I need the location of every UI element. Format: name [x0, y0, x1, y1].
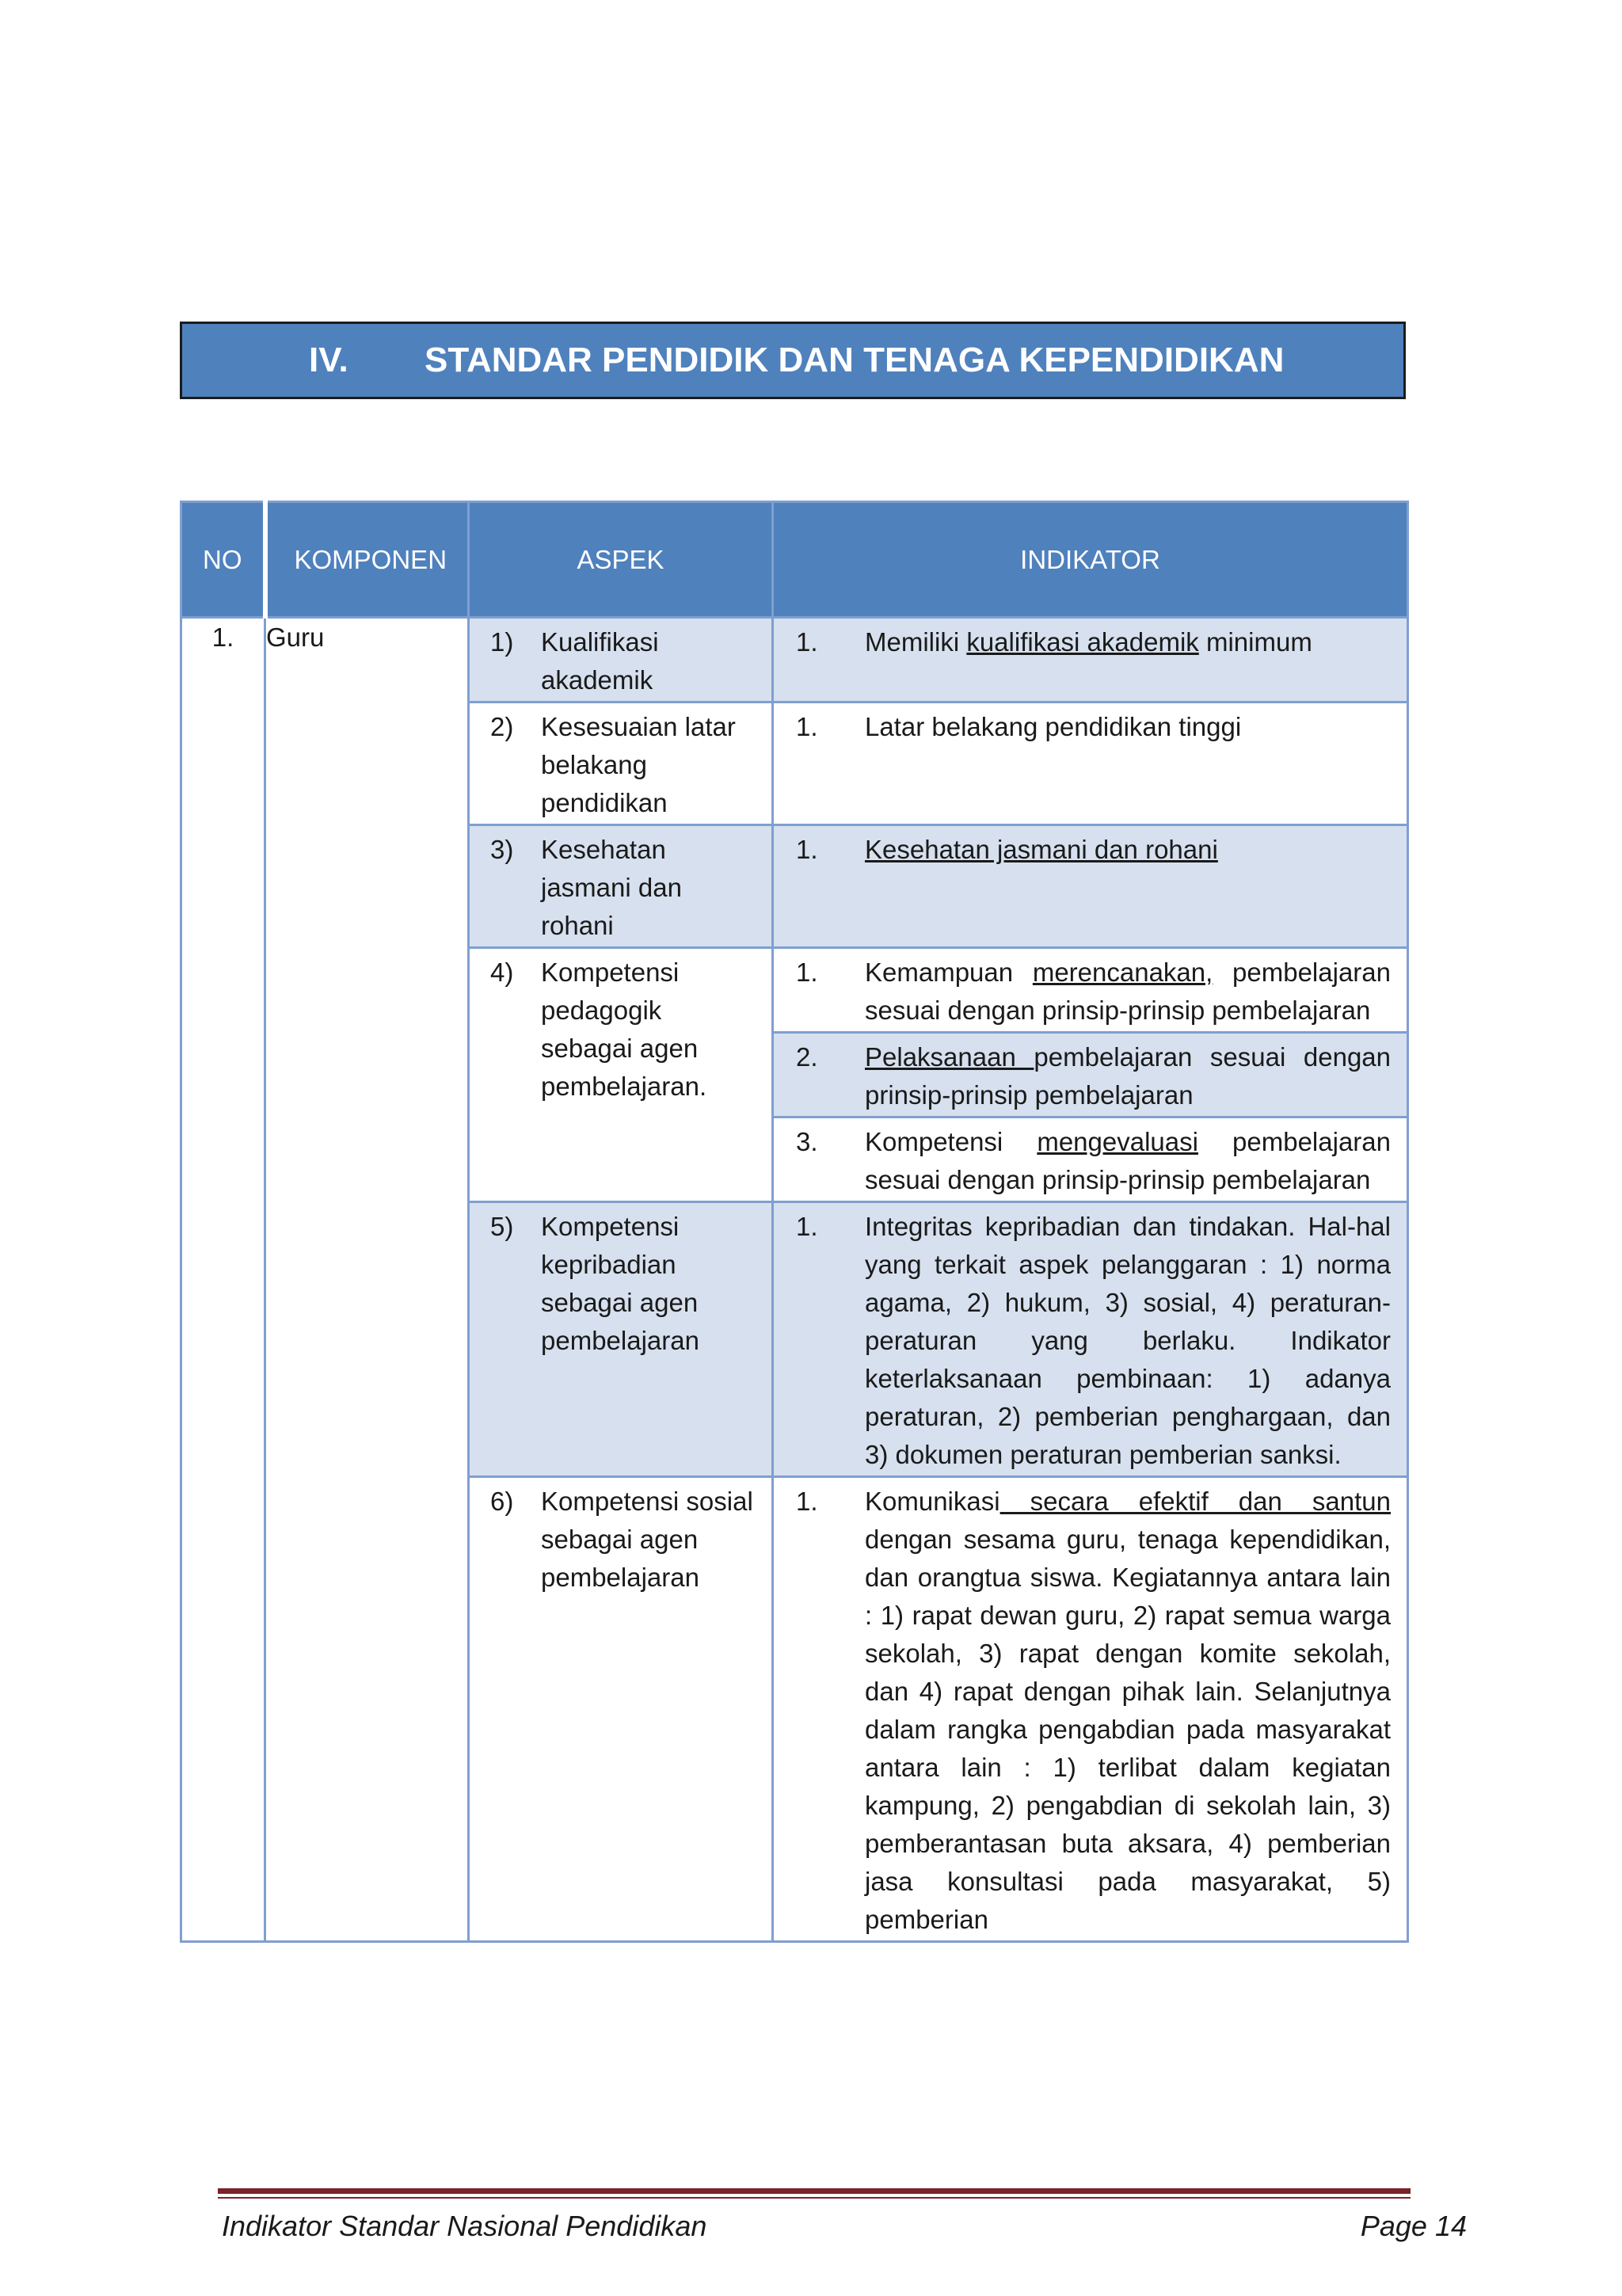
aspek-label: Kesehatan jasmani dan rohani	[541, 835, 682, 940]
indikator-number: 3.	[796, 1127, 818, 1156]
header-komponen: KOMPONEN	[265, 502, 469, 618]
indikator-cell	[773, 618, 1408, 703]
aspek-label: Kompetensi sosial sebagai agen pembelajaran	[541, 1487, 753, 1592]
footer-page-number: Page 14	[1360, 2210, 1467, 2242]
indikator-cell	[773, 1202, 1408, 1477]
indikator-text: Pelaksanaan pembelajaran sesuai dengan prinsip-prinsip pembelajaran	[865, 1042, 1392, 1110]
aspek-cell	[469, 1202, 773, 1477]
footer-document-title: Indikator Standar Nasional Pendidikan	[222, 2210, 707, 2242]
indikator-number: 1.	[796, 1212, 818, 1241]
section-number: IV.	[309, 341, 348, 379]
indikator-number: 1.	[796, 835, 818, 864]
indikator-text: Kompetensi mengevaluasi pembelajaran sesuai dengan prinsip-prinsip pembelajaran	[865, 1127, 1392, 1194]
indikator-text: Integritas kepribadian dan tindakan. Hal-hal yang terkait aspek pelanggaran : 1) norma agama, 2) hukum, 3) sosial, 4) peraturan-peraturan yang berlaku. Indikator keterlaksanaan pembinaan: 1) adanya peraturan, 2) pemberian penghargaan, dan 3) dokumen peraturan pemberian sanksi.	[865, 1212, 1391, 1469]
indikator-number: 1.	[796, 627, 818, 657]
aspek-label: Kompetensi pedagogik sebagai agen pembelajaran.	[541, 958, 707, 1101]
aspek-label: Kualifikasi akademik	[541, 627, 659, 695]
indikator-cell	[773, 703, 1408, 825]
indikator-text: Memiliki kualifikasi akademik minimum	[865, 627, 1312, 657]
aspek-number: 5)	[490, 1212, 514, 1241]
indikator-number: 1.	[796, 712, 818, 741]
indikator-cell	[773, 1033, 1408, 1118]
aspek-number: 2)	[490, 712, 514, 741]
header-indikator: INDIKATOR	[773, 502, 1408, 618]
aspek-cell	[469, 948, 773, 1202]
indikator-number: 1.	[796, 958, 818, 987]
aspek-cell	[469, 703, 773, 825]
aspek-number: 4)	[490, 958, 514, 987]
standards-table	[180, 501, 1409, 1943]
indikator-text: Komunikasi secara efektif dan santun dengan sesama guru, tenaga kependidikan, dan orangtua siswa. Kegiatannya antara lain : 1) rapat dewan guru, 2) rapat semua warga sekolah, 3) rapat dengan komite sekolah, dan 4) rapat dengan pihak lain. Selanjutnya dalam rangka pengabdian pada masyarakat antara lain : 1) terlibat dalam kegiatan kampung, 2) pengabdian di sekolah lain, 3) pemberantasan buta aksara, 4) pemberian jasa konsultasi pada masyarakat, 5) pemberian	[865, 1487, 1391, 1934]
aspek-label: Kesesuaian latar belakang pendidikan	[541, 712, 736, 817]
indikator-number: 2.	[796, 1042, 818, 1072]
header-aspek: ASPEK	[469, 502, 773, 618]
footer-rule	[218, 2188, 1411, 2194]
indikator-text: Latar belakang pendidikan tinggi	[865, 712, 1242, 741]
aspek-label: Kompetensi kepribadian sebagai agen pembelajaran	[541, 1212, 699, 1355]
header-no: NO	[181, 502, 265, 618]
section-title: STANDAR PENDIDIK DAN TENAGA KEPENDIDIKAN	[425, 341, 1285, 379]
aspek-number: 6)	[490, 1487, 514, 1516]
aspek-number: 1)	[490, 627, 514, 657]
komponen-cell: Guru	[265, 618, 469, 1942]
indikator-cell	[773, 948, 1408, 1033]
indikator-cell	[773, 1118, 1408, 1202]
indikator-number: 1.	[796, 1487, 818, 1516]
table-row	[181, 618, 1408, 703]
section-title-bar	[180, 322, 1406, 399]
aspek-cell	[469, 618, 773, 703]
indikator-cell	[773, 825, 1408, 948]
indikator-cell	[773, 1477, 1408, 1942]
indikator-text: Kesehatan jasmani dan rohani	[865, 835, 1218, 864]
aspek-number: 3)	[490, 835, 514, 864]
footer-rule-thin	[218, 2197, 1411, 2199]
row-number: 1.	[181, 618, 265, 1942]
indikator-text: Kemampuan merencanakan, pembelajaran sesuai dengan prinsip-prinsip pembelajaran	[865, 958, 1391, 1025]
table-header-row	[181, 502, 1408, 618]
aspek-cell	[469, 1477, 773, 1942]
aspek-cell	[469, 825, 773, 948]
